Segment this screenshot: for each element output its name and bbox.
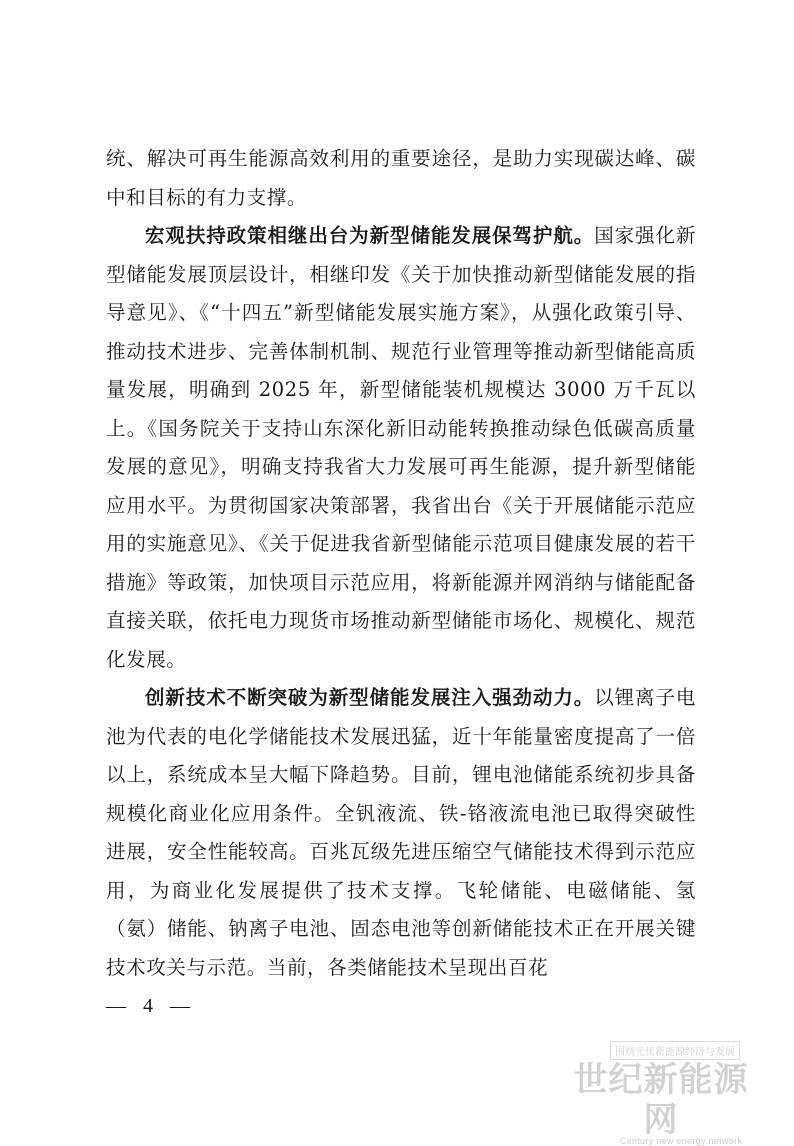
paragraph-text: 以锂离子电池为代表的电化学储能技术发展迅猛，近十年能量密度提高了一倍以上，系统成本呈大幅下降趋势。目前，锂电池储能系统初步具备规模化商业化应用条件。全钒液流、铁-铬液流电池已取得突破性进展，安全性能较高。百兆瓦级先进压缩空气储能技术得到示范应用，为商业化发展提供了技术支撑。飞轮储能、电磁储能、氢（氨）储能、钠离子电池、固态电池等创新储能技术正在开展关键技术攻关与示范。当前，各类储能技术呈现出百花 [106, 686, 696, 979]
watermark-title: 世纪新能源网 [573, 1060, 749, 1140]
paragraph-text: 统、解决可再生能源高效利用的重要途径，是助力实现碳达峰、碳中和目标的有力支撑。 [106, 147, 696, 209]
watermark-slogan: 围绕光伏新能源经济与发展 [610, 1041, 740, 1060]
paragraph-1 [106, 140, 696, 217]
body-text [106, 140, 696, 987]
paragraph-3 [106, 679, 696, 987]
paragraph-lead: 宏观扶持政策相继出台为新型储能发展保驾护航。 [145, 224, 595, 247]
paragraph-2 [106, 217, 696, 679]
paragraph-lead: 创新技术不断突破为新型储能发展注入强劲动力。 [145, 686, 595, 709]
page-number: — 4 — [106, 995, 196, 1017]
watermark-english: Century new energy network [619, 1136, 743, 1146]
paragraph-text: 国家强化新型储能发展顶层设计，相继印发《关于加快推动新型储能发展的指导意见》、《“十四五”新型储能发展实施方案》，从强化政策引导、推动技术进步、完善体制机制、规范行业管理等推动新型储能高质量发展，明确到 2025 年，新型储能装机规模达 3000 万千瓦以上。《国务院关于支持山东深化新旧动能转换推动绿色低碳高质量发展的意见》，明确支持我省大力发展可再生能源，提升新型储能应用水平。为贯彻国家决策部署，我省出台《关于开展储能示范应用的实施意见》、《关于促进我省新型储能示范项目健康发展的若干措施》等政策，加快项目示范应用，将新能源并网消纳与储能配备直接关联，依托电力现货市场推动新型储能市场化、规模化、规范化发展。 [106, 224, 696, 671]
watermark-logo [566, 1040, 756, 1146]
